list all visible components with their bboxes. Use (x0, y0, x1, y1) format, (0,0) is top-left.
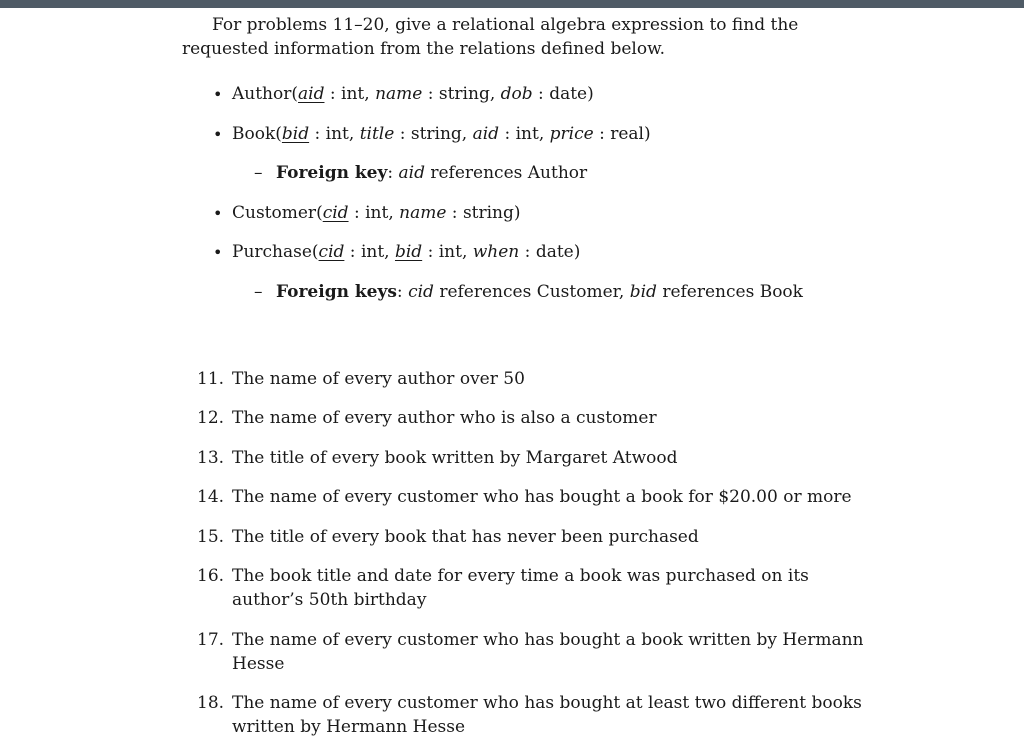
attr-title: title (359, 124, 395, 144)
attr-dob: dob (500, 84, 533, 104)
problem-text: The name of every customer who has bought a book for $20.00 or more (232, 487, 852, 507)
problem-number: 14. (197, 487, 225, 507)
fk-attr: aid (398, 163, 425, 183)
type: date (535, 242, 574, 262)
problem-text: The name of every customer who has bought a book written by Hermann Hesse (232, 630, 864, 674)
attr-aid: aid (472, 124, 500, 144)
fk-label: Foreign key (276, 163, 388, 183)
type: int (365, 203, 389, 223)
relation-purchase: Purchase(cid : int, bid : int, when : date) (232, 242, 581, 262)
bullet-purchase: • (213, 243, 223, 262)
attr-cid: cid (322, 203, 349, 223)
bullet-book: • (213, 125, 223, 144)
dash-book-fk: – (254, 163, 263, 183)
attr-name: name (375, 84, 423, 104)
attr-price: price (549, 124, 594, 144)
type: string (410, 124, 462, 144)
problem-text: The title of every book written by Margaret Atwood (232, 448, 678, 468)
type: int (341, 84, 365, 104)
fk-text: references Author (430, 163, 588, 183)
relation-author: Author(aid : int, name : string, dob : date) (232, 84, 594, 104)
problem-number: 13. (197, 448, 225, 468)
attr-name: name (399, 203, 447, 223)
type: int (360, 242, 385, 262)
problem-text: The name of every author over 50 (232, 369, 525, 389)
relation-customer: Customer(cid : int, name : string) (232, 203, 521, 223)
type: date (549, 84, 588, 104)
fk-text: references Book (662, 282, 803, 302)
type: string (462, 203, 514, 223)
problem-number: 12. (197, 408, 225, 428)
relation-name: Book (232, 124, 276, 144)
type: int (515, 124, 539, 144)
problem-text: The book title and date for every time a book was purchased on its author’s 50th birthday (232, 566, 809, 610)
type: string (438, 84, 490, 104)
relation-name: Customer (232, 203, 317, 223)
attr-aid: aid (298, 84, 325, 104)
relation-name: Purchase (232, 242, 312, 262)
problem-text: The name of every author who is also a customer (232, 408, 657, 428)
problem-number: 17. (197, 630, 225, 650)
bullet-author: • (213, 85, 223, 104)
intro-paragraph: For problems 11–20, give a relational algebra expression to find the requested information from the relations defined below. (182, 15, 799, 59)
fk-text: references Customer, (439, 282, 625, 302)
bullet-customer: • (213, 204, 223, 223)
attr-bid: bid (394, 242, 423, 262)
fk-label: Foreign keys (276, 282, 397, 302)
attr-bid: bid (281, 124, 310, 144)
relation-book: Book(bid : int, title : string, aid : int, price : real) (232, 124, 651, 144)
type: int (438, 242, 462, 262)
relation-name: Author (232, 84, 292, 104)
problem-text: The name of every customer who has bought at least two different books written by Hermann Hesse (232, 693, 862, 737)
foreign-key-book: Foreign key: aid references Author (276, 163, 588, 183)
problem-text: The title of every book that has never been purchased (232, 527, 699, 547)
problem-number: 11. (197, 369, 225, 389)
fk-attr: cid (408, 282, 434, 302)
foreign-keys-purchase: Foreign keys: cid references Customer, bid references Book (276, 282, 803, 302)
dash-purchase-fk: – (254, 282, 263, 302)
problem-number: 15. (197, 527, 225, 547)
attr-when: when (472, 242, 520, 262)
type: int (325, 124, 349, 144)
type: real (610, 124, 644, 144)
attr-cid: cid (318, 242, 345, 262)
problem-number: 16. (197, 566, 225, 586)
fk-attr: bid (629, 282, 657, 302)
problem-number: 18. (197, 693, 225, 713)
